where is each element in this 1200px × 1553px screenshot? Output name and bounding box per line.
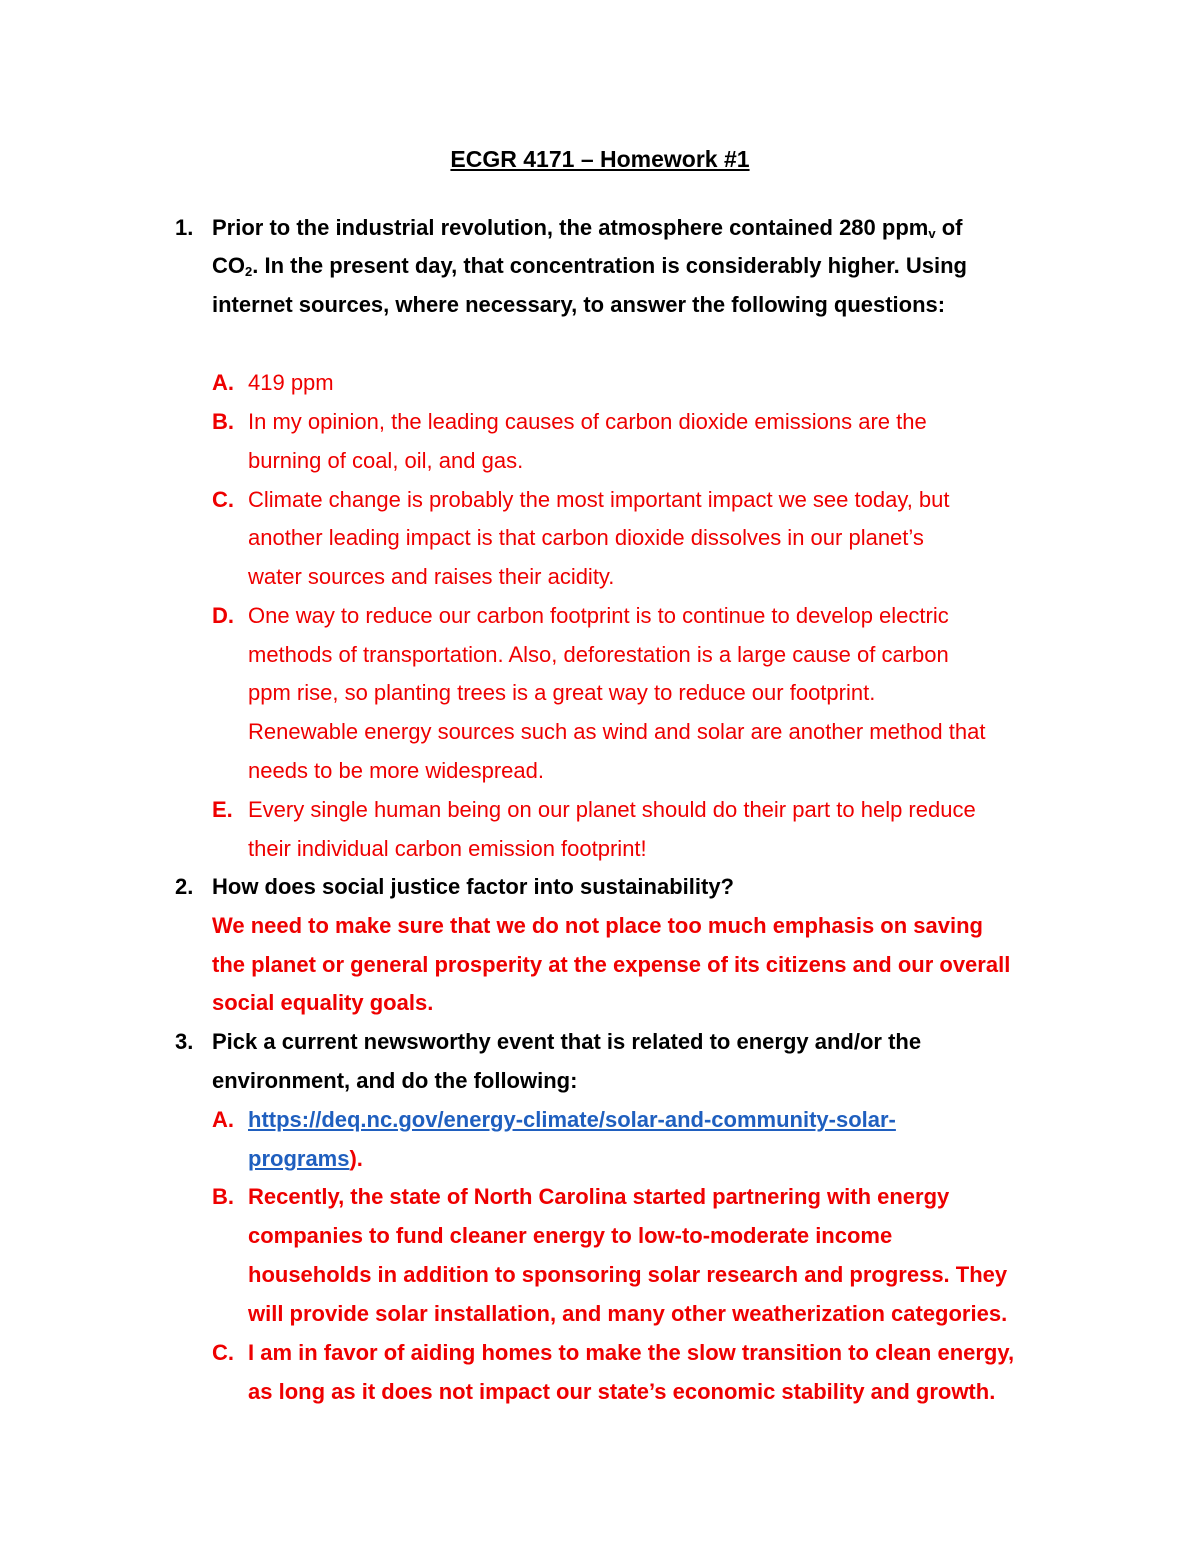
q1-answer-d-line: Renewable energy sources such as wind and solar are another method that [248,719,986,744]
q1-answer-a-line: 419 ppm [248,370,334,395]
q2-answer-line: We need to make sure that we do not place too much emphasis on saving [212,913,983,938]
q2-answer-line: the planet or general prosperity at the expense of its citizens and our overall [212,952,1011,977]
q1-answer-c-marker: C. [212,487,234,512]
q1-line-1 [212,214,962,248]
q3-answer-a-line-1 [248,1106,896,1134]
q3-answer-b-line: companies to fund cleaner energy to low-to-moderate income [248,1223,893,1248]
q3-answer-c-marker: C. [212,1340,234,1365]
q1-answer-b-marker: B. [212,409,234,434]
q1-answer-b-line: In my opinion, the leading causes of carbon dioxide emissions are the [248,409,927,434]
q3-question-line: Pick a current newsworthy event that is related to energy and/or the [212,1029,922,1054]
q1-number: 1. [175,215,194,240]
q1-line-1-text: Prior to the industrial revolution, the atmosphere contained 280 ppm [212,215,929,240]
q1-answer-a-marker: A. [212,370,234,395]
q1-line-2 [212,252,967,286]
q1-answer-c-line: water sources and raises their acidity. [248,564,615,589]
page-title: ECGR 4171 – Homework #1 [450,146,750,172]
q1-line-1-end: of [935,215,963,240]
q1-answer-d-line: methods of transportation. Also, deforestation is a large cause of carbon [248,642,949,667]
q3-answer-a-marker: A. [212,1107,234,1132]
q1-answer-d-line: ppm rise, so planting trees is a great way to reduce our footprint. [248,680,876,705]
q1-answer-e-line: Every single human being on our planet should do their part to help reduce [248,797,976,822]
q1-answer-b-line: burning of coal, oil, and gas. [248,448,524,473]
q3-answer-a-line-2 [248,1145,363,1173]
q3-number: 3. [175,1029,194,1054]
q1-unit-subscript: v [928,226,936,241]
q1-answer-e-marker: E. [212,797,233,822]
q3-answer-b-line: Recently, the state of North Carolina started partnering with energy [248,1184,950,1209]
q1-answer-d-line: needs to be more widespread. [248,758,544,783]
q3-answer-b-line: households in addition to sponsoring solar research and progress. They [248,1262,1008,1287]
source-link-continued[interactable]: programs [248,1146,350,1171]
q1-line-3: internet sources, where necessary, to answer the following questions: [212,292,946,317]
q1-line-2-start: CO [212,253,245,278]
q3-answer-b-line: will provide solar installation, and many other weatherization categories. [248,1301,1008,1326]
q2-question: How does social justice factor into sustainability? [212,874,734,899]
source-link[interactable]: https://deq.nc.gov/energy-climate/solar-and-community-solar- [248,1107,896,1132]
q3-question-line: environment, and do the following: [212,1068,578,1093]
source-link-tail: ). [349,1146,363,1171]
q1-answer-c-line: another leading impact is that carbon dioxide dissolves in our planet’s [248,525,924,550]
q1-answer-d-marker: D. [212,603,234,628]
q2-number: 2. [175,874,194,899]
q1-answer-c-line: Climate change is probably the most important impact we see today, but [248,487,950,512]
q1-answer-d-line: One way to reduce our carbon footprint is to continue to develop electric [248,603,949,628]
q3-answer-c-line: as long as it does not impact our state’s economic stability and growth. [248,1379,996,1404]
q2-answer-line: social equality goals. [212,990,434,1015]
q3-answer-c-line: I am in favor of aiding homes to make the slow transition to clean energy, [248,1340,1015,1365]
q1-co2-subscript: 2 [245,264,253,279]
q1-answer-e-line: their individual carbon emission footprint! [248,836,647,861]
q1-line-2-text: . In the present day, that concentration is considerably higher. Using [252,253,967,278]
q3-answer-b-marker: B. [212,1184,234,1209]
